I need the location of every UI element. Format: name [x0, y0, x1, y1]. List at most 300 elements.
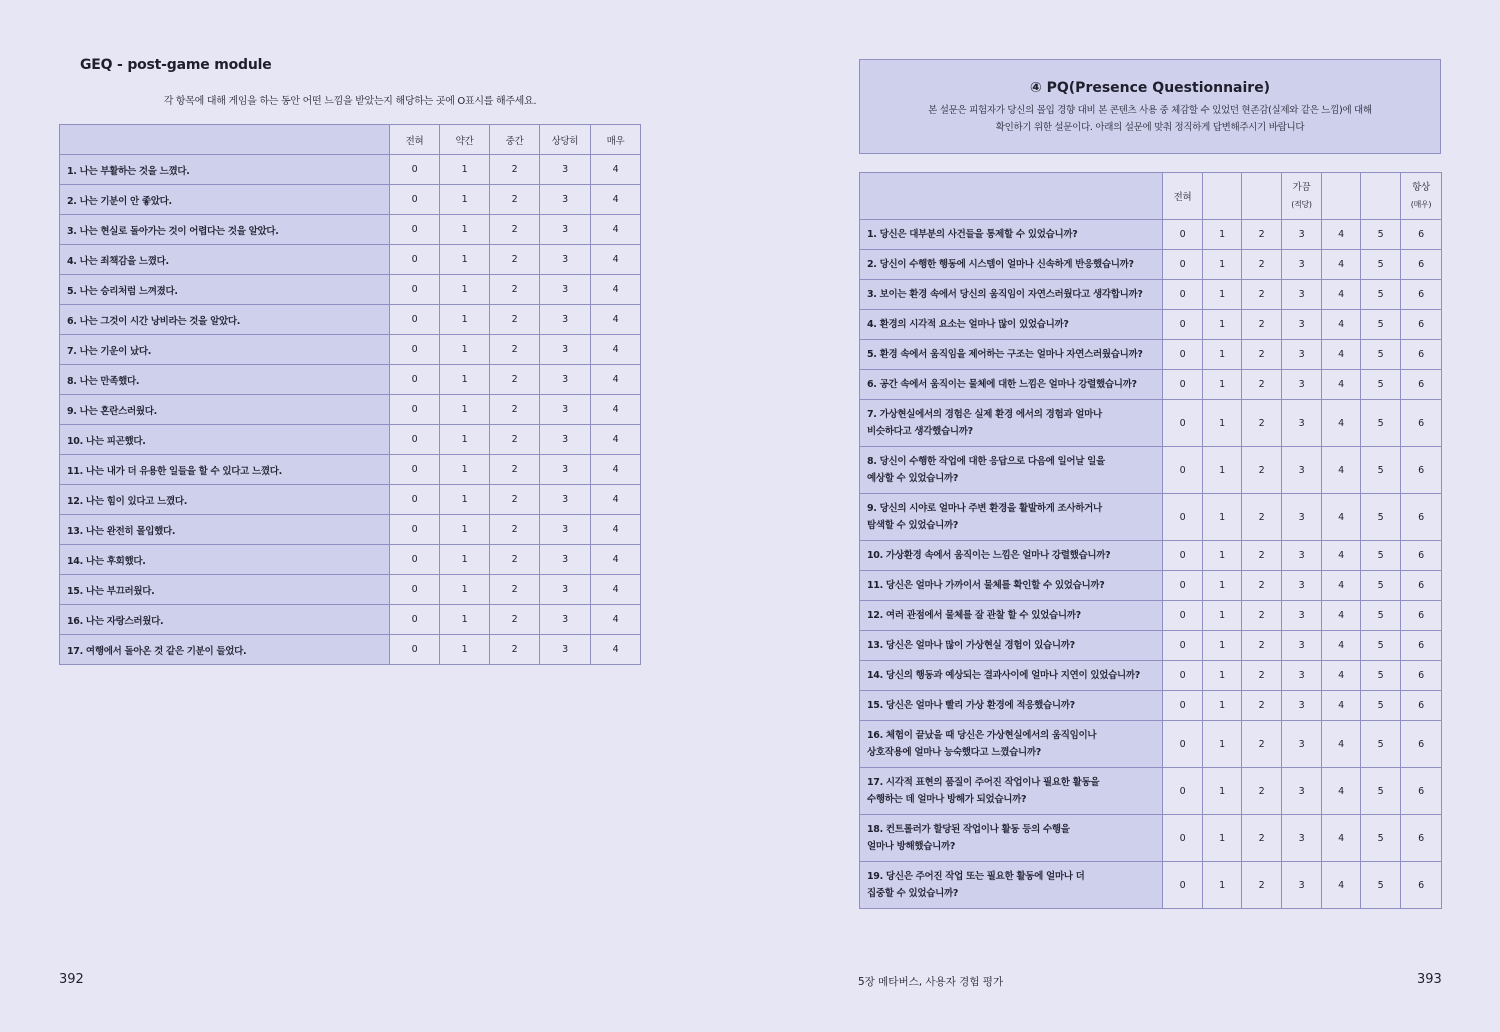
- geq-question: 14. 나는 후회했다.: [60, 545, 390, 575]
- pq-answer-option[interactable]: 1: [1203, 310, 1242, 340]
- geq-instruction: 각 항목에 대해 게임을 하는 동안 어떤 느낌을 받았는지 해당하는 곳에 O표시를 해주세요.: [163, 96, 537, 107]
- geq-answer-option[interactable]: 2: [490, 485, 540, 515]
- geq-answer-option[interactable]: 2: [490, 335, 540, 365]
- pq-answer-option[interactable]: 3: [1282, 721, 1322, 768]
- pq-answer-option[interactable]: 6: [1401, 815, 1442, 862]
- table-row: [60, 335, 641, 365]
- pq-answer-option[interactable]: 0: [1163, 768, 1203, 815]
- pq-answer-option[interactable]: 3: [1282, 370, 1322, 400]
- pq-answer-option[interactable]: 2: [1242, 400, 1282, 447]
- pq-answer-option[interactable]: 6: [1401, 340, 1442, 370]
- pq-answer-option[interactable]: 6: [1401, 541, 1442, 571]
- geq-answer-option[interactable]: 2: [490, 185, 540, 215]
- pq-answer-option[interactable]: 0: [1163, 280, 1203, 310]
- pq-answer-option[interactable]: 4: [1322, 400, 1361, 447]
- geq-answer-option[interactable]: 0: [390, 185, 440, 215]
- pq-question-line: 수행하는 데 얼마나 방해가 되었습니까?: [867, 794, 1027, 805]
- geq-body: [60, 155, 641, 665]
- geq-table: [59, 124, 641, 665]
- geq-answer-option[interactable]: 0: [390, 215, 440, 245]
- pq-answer-option[interactable]: 2: [1242, 862, 1282, 909]
- geq-answer-option[interactable]: 0: [390, 155, 440, 185]
- pq-answer-option[interactable]: 6: [1401, 250, 1442, 280]
- pq-question-line: 15. 당신은 얼마나 빨리 가상 환경에 적응했습니까?: [867, 700, 1075, 711]
- geq-answer-option[interactable]: 2: [490, 275, 540, 305]
- pq-answer-option[interactable]: 2: [1242, 370, 1282, 400]
- pq-answer-option[interactable]: 4: [1322, 494, 1361, 541]
- pq-answer-option[interactable]: 2: [1242, 601, 1282, 631]
- pq-answer-option[interactable]: 4: [1322, 601, 1361, 631]
- pq-col-header: [1282, 173, 1322, 220]
- table-row: [60, 485, 641, 515]
- pq-answer-option[interactable]: 1: [1203, 691, 1242, 721]
- geq-answer-option[interactable]: 4: [591, 545, 641, 575]
- pq-answer-option[interactable]: 6: [1401, 721, 1442, 768]
- pq-answer-option[interactable]: 0: [1163, 340, 1203, 370]
- geq-answer-option[interactable]: 2: [490, 515, 540, 545]
- geq-answer-option[interactable]: 2: [490, 635, 540, 665]
- pq-col-header: 전혀: [1163, 173, 1203, 220]
- pq-answer-option[interactable]: 3: [1282, 400, 1322, 447]
- geq-answer-option[interactable]: 4: [591, 635, 641, 665]
- geq-question: 3. 나는 현실로 돌아가는 것이 어렵다는 것을 알았다.: [60, 215, 390, 245]
- geq-answer-option[interactable]: 4: [591, 425, 641, 455]
- pq-answer-option[interactable]: 3: [1282, 601, 1322, 631]
- pq-answer-option[interactable]: 1: [1203, 768, 1242, 815]
- pq-question-line: 19. 당신은 주어진 작업 또는 필요한 활동에 얼마나 더: [867, 871, 1085, 882]
- geq-answer-option[interactable]: 0: [390, 485, 440, 515]
- pq-answer-option[interactable]: 6: [1401, 447, 1442, 494]
- geq-answer-option[interactable]: 4: [591, 245, 641, 275]
- pq-question-line: 탐색할 수 있었습니까?: [867, 520, 959, 531]
- geq-answer-option[interactable]: 4: [591, 455, 641, 485]
- table-row: [60, 395, 641, 425]
- geq-answer-option[interactable]: 4: [591, 605, 641, 635]
- geq-answer-option[interactable]: 3: [540, 455, 591, 485]
- geq-answer-option[interactable]: 4: [591, 155, 641, 185]
- pq-answer-option[interactable]: 1: [1203, 571, 1242, 601]
- pq-answer-option[interactable]: 6: [1401, 400, 1442, 447]
- geq-answer-option[interactable]: 1: [440, 155, 490, 185]
- geq-question: 9. 나는 혼란스러웠다.: [60, 395, 390, 425]
- geq-answer-option[interactable]: 0: [390, 365, 440, 395]
- pq-question: [860, 862, 1163, 909]
- geq-answer-option[interactable]: 3: [540, 545, 591, 575]
- pq-answer-option[interactable]: 3: [1282, 571, 1322, 601]
- pq-answer-option[interactable]: 6: [1401, 280, 1442, 310]
- table-row: [860, 370, 1442, 400]
- pq-answer-option[interactable]: 0: [1163, 631, 1203, 661]
- table-row: [860, 571, 1442, 601]
- pq-answer-option[interactable]: 6: [1401, 571, 1442, 601]
- pq-answer-option[interactable]: 4: [1322, 631, 1361, 661]
- pq-answer-option[interactable]: 3: [1282, 340, 1322, 370]
- pq-answer-option[interactable]: 6: [1401, 601, 1442, 631]
- geq-answer-option[interactable]: 1: [440, 455, 490, 485]
- page-number-left: 392: [59, 972, 84, 987]
- pq-answer-option[interactable]: 5: [1361, 541, 1401, 571]
- table-row: [60, 245, 641, 275]
- pq-answer-option[interactable]: 5: [1361, 494, 1401, 541]
- pq-answer-option[interactable]: 0: [1163, 220, 1203, 250]
- pq-answer-option[interactable]: 4: [1322, 661, 1361, 691]
- table-row: [860, 494, 1442, 541]
- geq-answer-option[interactable]: 3: [540, 485, 591, 515]
- pq-answer-option[interactable]: 5: [1361, 370, 1401, 400]
- pq-answer-option[interactable]: 2: [1242, 691, 1282, 721]
- pq-answer-option[interactable]: 6: [1401, 370, 1442, 400]
- pq-answer-option[interactable]: 6: [1401, 631, 1442, 661]
- table-row: [60, 635, 641, 665]
- pq-answer-option[interactable]: 4: [1322, 691, 1361, 721]
- pq-answer-option[interactable]: 3: [1282, 220, 1322, 250]
- geq-col-header: 전혀: [390, 125, 440, 155]
- pq-answer-option[interactable]: 1: [1203, 447, 1242, 494]
- pq-answer-option[interactable]: 5: [1361, 400, 1401, 447]
- geq-answer-option[interactable]: 4: [591, 395, 641, 425]
- geq-answer-option[interactable]: 3: [540, 605, 591, 635]
- pq-answer-option[interactable]: 4: [1322, 541, 1361, 571]
- pq-answer-option[interactable]: 6: [1401, 220, 1442, 250]
- geq-answer-option[interactable]: 4: [591, 365, 641, 395]
- pq-answer-option[interactable]: 1: [1203, 220, 1242, 250]
- pq-question: [860, 280, 1163, 310]
- geq-answer-option[interactable]: 2: [490, 215, 540, 245]
- geq-answer-option[interactable]: 0: [390, 545, 440, 575]
- pq-answer-option[interactable]: 6: [1401, 862, 1442, 909]
- pq-answer-option[interactable]: 3: [1282, 768, 1322, 815]
- table-row: [60, 185, 641, 215]
- pq-answer-option[interactable]: 6: [1401, 661, 1442, 691]
- geq-question: 16. 나는 자랑스러웠다.: [60, 605, 390, 635]
- pq-answer-option[interactable]: 5: [1361, 721, 1401, 768]
- pq-question-line: 6. 공간 속에서 움직이는 물체에 대한 느낌은 얼마나 강렬했습니까?: [867, 379, 1137, 390]
- geq-answer-option[interactable]: 4: [591, 305, 641, 335]
- pq-answer-option[interactable]: 1: [1203, 661, 1242, 691]
- pq-question-line: 14. 당신의 행동과 예상되는 결과사이에 얼마나 지연이 있었습니까?: [867, 670, 1140, 681]
- pq-answer-option[interactable]: 2: [1242, 768, 1282, 815]
- pq-answer-option[interactable]: 2: [1242, 310, 1282, 340]
- geq-answer-option[interactable]: 3: [540, 425, 591, 455]
- pq-desc-line: 확인하기 위한 설문이다. 아래의 설문에 맞춰 정직하게 답변해주시기 바랍니다: [995, 122, 1305, 133]
- geq-answer-option[interactable]: 0: [390, 305, 440, 335]
- table-row: [860, 601, 1442, 631]
- pq-answer-option[interactable]: 4: [1322, 447, 1361, 494]
- pq-answer-option[interactable]: 3: [1282, 661, 1322, 691]
- pq-question-line: 4. 환경의 시각적 요소는 얼마나 많이 있었습니까?: [867, 319, 1069, 330]
- pq-answer-option[interactable]: 5: [1361, 601, 1401, 631]
- pq-question: [860, 310, 1163, 340]
- pq-question-line: 7. 가상현실에서의 경험은 실제 환경 에서의 경험과 얼마나: [867, 409, 1102, 420]
- geq-answer-option[interactable]: 2: [490, 305, 540, 335]
- geq-question: 2. 나는 기분이 안 좋았다.: [60, 185, 390, 215]
- pq-answer-option[interactable]: 2: [1242, 250, 1282, 280]
- table-row: [60, 365, 641, 395]
- pq-header-blank: [860, 173, 1163, 220]
- geq-answer-option[interactable]: 0: [390, 275, 440, 305]
- pq-answer-option[interactable]: 1: [1203, 862, 1242, 909]
- pq-answer-option[interactable]: 5: [1361, 661, 1401, 691]
- geq-answer-option[interactable]: 3: [540, 155, 591, 185]
- pq-answer-option[interactable]: 5: [1361, 571, 1401, 601]
- geq-col-header: 약간: [440, 125, 490, 155]
- pq-answer-option[interactable]: 4: [1322, 815, 1361, 862]
- table-row: [860, 310, 1442, 340]
- geq-answer-option[interactable]: 2: [490, 395, 540, 425]
- geq-answer-option[interactable]: 2: [490, 575, 540, 605]
- pq-answer-option[interactable]: 3: [1282, 631, 1322, 661]
- geq-answer-option[interactable]: 3: [540, 215, 591, 245]
- pq-answer-option[interactable]: 1: [1203, 494, 1242, 541]
- pq-col-header-sub: (적당): [1291, 200, 1312, 209]
- pq-answer-option[interactable]: 0: [1163, 494, 1203, 541]
- pq-answer-option[interactable]: 0: [1163, 310, 1203, 340]
- geq-answer-option[interactable]: 3: [540, 305, 591, 335]
- geq-answer-option[interactable]: 1: [440, 395, 490, 425]
- pq-desc-line: 본 설문은 피험자가 당신의 몰입 경향 대비 본 콘텐츠 사용 중 체감할 수 있었던 현존감(실제와 같은 느낌)에 대해: [928, 105, 1372, 116]
- pq-answer-option[interactable]: 2: [1242, 661, 1282, 691]
- pq-question: [860, 661, 1163, 691]
- pq-question: [860, 721, 1163, 768]
- pq-answer-option[interactable]: 1: [1203, 280, 1242, 310]
- table-row: [860, 862, 1442, 909]
- geq-answer-option[interactable]: 4: [591, 185, 641, 215]
- pq-answer-option[interactable]: 4: [1322, 768, 1361, 815]
- pq-answer-option[interactable]: 5: [1361, 310, 1401, 340]
- geq-answer-option[interactable]: 3: [540, 335, 591, 365]
- geq-answer-option[interactable]: 1: [440, 215, 490, 245]
- pq-header-box: [859, 59, 1441, 154]
- pq-answer-option[interactable]: 1: [1203, 815, 1242, 862]
- pq-question-line: 5. 환경 속에서 움직임을 제어하는 구조는 얼마나 자연스러웠습니까?: [867, 349, 1143, 360]
- pq-answer-option[interactable]: 3: [1282, 280, 1322, 310]
- pq-answer-option[interactable]: 3: [1282, 691, 1322, 721]
- pq-answer-option[interactable]: 4: [1322, 721, 1361, 768]
- table-row: [60, 515, 641, 545]
- pq-question-line: 3. 보이는 환경 속에서 당신의 움직임이 자연스러웠다고 생각합니까?: [867, 289, 1143, 300]
- geq-answer-option[interactable]: 2: [490, 245, 540, 275]
- pq-answer-option[interactable]: 4: [1322, 862, 1361, 909]
- table-row: [860, 220, 1442, 250]
- table-row: [860, 661, 1442, 691]
- geq-answer-option[interactable]: 0: [390, 605, 440, 635]
- geq-answer-option[interactable]: 4: [591, 215, 641, 245]
- geq-question: 5. 나는 승리처럼 느껴졌다.: [60, 275, 390, 305]
- pq-answer-option[interactable]: 3: [1282, 862, 1322, 909]
- pq-answer-option[interactable]: 1: [1203, 250, 1242, 280]
- geq-answer-option[interactable]: 0: [390, 245, 440, 275]
- geq-answer-option[interactable]: 3: [540, 365, 591, 395]
- geq-answer-option[interactable]: 0: [390, 425, 440, 455]
- table-row: [60, 215, 641, 245]
- pq-answer-option[interactable]: 2: [1242, 721, 1282, 768]
- pq-answer-option[interactable]: 0: [1163, 541, 1203, 571]
- pq-answer-option[interactable]: 2: [1242, 541, 1282, 571]
- geq-answer-option[interactable]: 0: [390, 455, 440, 485]
- geq-answer-option[interactable]: 2: [490, 455, 540, 485]
- geq-answer-option[interactable]: 2: [490, 545, 540, 575]
- pq-answer-option[interactable]: 4: [1322, 250, 1361, 280]
- geq-answer-option[interactable]: 4: [591, 575, 641, 605]
- geq-answer-option[interactable]: 3: [540, 575, 591, 605]
- geq-answer-option[interactable]: 4: [591, 275, 641, 305]
- pq-answer-option[interactable]: 5: [1361, 815, 1401, 862]
- pq-answer-option[interactable]: 2: [1242, 571, 1282, 601]
- geq-answer-option[interactable]: 1: [440, 485, 490, 515]
- pq-answer-option[interactable]: 0: [1163, 250, 1203, 280]
- geq-answer-option[interactable]: 1: [440, 185, 490, 215]
- pq-answer-option[interactable]: 2: [1242, 340, 1282, 370]
- pq-col-header-empty: [1203, 173, 1242, 220]
- pq-answer-option[interactable]: 0: [1163, 721, 1203, 768]
- geq-answer-option[interactable]: 1: [440, 635, 490, 665]
- pq-question: [860, 571, 1163, 601]
- geq-answer-option[interactable]: 3: [540, 245, 591, 275]
- pq-answer-option[interactable]: 5: [1361, 631, 1401, 661]
- table-row: [60, 605, 641, 635]
- pq-answer-option[interactable]: 5: [1361, 280, 1401, 310]
- pq-answer-option[interactable]: 4: [1322, 280, 1361, 310]
- geq-question: 8. 나는 만족했다.: [60, 365, 390, 395]
- geq-title: GEQ - post-game module: [80, 57, 272, 73]
- table-row: [60, 275, 641, 305]
- pq-answer-option[interactable]: 5: [1361, 447, 1401, 494]
- pq-question-line: 상호작용에 얼마나 능숙했다고 느꼈습니까?: [867, 747, 1042, 758]
- pq-answer-option[interactable]: 4: [1322, 370, 1361, 400]
- pq-answer-option[interactable]: 0: [1163, 691, 1203, 721]
- geq-answer-option[interactable]: 1: [440, 545, 490, 575]
- pq-answer-option[interactable]: 2: [1242, 447, 1282, 494]
- geq-answer-option[interactable]: 2: [490, 605, 540, 635]
- pq-answer-option[interactable]: 5: [1361, 340, 1401, 370]
- geq-answer-option[interactable]: 1: [440, 425, 490, 455]
- pq-answer-option[interactable]: 4: [1322, 340, 1361, 370]
- geq-answer-option[interactable]: 4: [591, 515, 641, 545]
- geq-answer-option[interactable]: 1: [440, 245, 490, 275]
- geq-answer-option[interactable]: 3: [540, 185, 591, 215]
- geq-answer-option[interactable]: 1: [440, 515, 490, 545]
- pq-answer-option[interactable]: 1: [1203, 400, 1242, 447]
- pq-answer-option[interactable]: 0: [1163, 447, 1203, 494]
- pq-question-line: 18. 컨트롤러가 할당된 작업이나 활동 등의 수행을: [867, 824, 1070, 835]
- pq-body: [860, 220, 1442, 909]
- pq-answer-option[interactable]: 5: [1361, 691, 1401, 721]
- pq-question: [860, 400, 1163, 447]
- pq-answer-option[interactable]: 6: [1401, 310, 1442, 340]
- pq-answer-option[interactable]: 6: [1401, 691, 1442, 721]
- pq-answer-option[interactable]: 1: [1203, 601, 1242, 631]
- geq-answer-option[interactable]: 2: [490, 365, 540, 395]
- pq-question-line: 12. 여러 관점에서 물체를 잘 관찰 할 수 있었습니까?: [867, 610, 1081, 621]
- pq-question: [860, 631, 1163, 661]
- pq-answer-option[interactable]: 0: [1163, 370, 1203, 400]
- pq-answer-option[interactable]: 0: [1163, 661, 1203, 691]
- table-row: [60, 155, 641, 185]
- geq-answer-option[interactable]: 1: [440, 575, 490, 605]
- geq-answer-option[interactable]: 3: [540, 515, 591, 545]
- geq-answer-option[interactable]: 4: [591, 485, 641, 515]
- geq-question: 12. 나는 힘이 있다고 느꼈다.: [60, 485, 390, 515]
- pq-answer-option[interactable]: 3: [1282, 310, 1322, 340]
- pq-answer-option[interactable]: 2: [1242, 494, 1282, 541]
- geq-answer-option[interactable]: 0: [390, 635, 440, 665]
- pq-answer-option[interactable]: 1: [1203, 370, 1242, 400]
- geq-answer-option[interactable]: 1: [440, 335, 490, 365]
- geq-question: 15. 나는 부끄러웠다.: [60, 575, 390, 605]
- geq-question: 17. 여행에서 돌아온 것 같은 기분이 들었다.: [60, 635, 390, 665]
- geq-answer-option[interactable]: 2: [490, 155, 540, 185]
- geq-question: 11. 나는 내가 더 유용한 일들을 할 수 있다고 느꼈다.: [60, 455, 390, 485]
- pq-answer-option[interactable]: 4: [1322, 220, 1361, 250]
- pq-answer-option[interactable]: 6: [1401, 494, 1442, 541]
- pq-header-row: [860, 173, 1442, 220]
- pq-answer-option[interactable]: 3: [1282, 541, 1322, 571]
- pq-answer-option[interactable]: 5: [1361, 250, 1401, 280]
- pq-answer-option[interactable]: 4: [1322, 571, 1361, 601]
- pq-answer-option[interactable]: 1: [1203, 541, 1242, 571]
- pq-answer-option[interactable]: 0: [1163, 862, 1203, 909]
- geq-answer-option[interactable]: 3: [540, 275, 591, 305]
- pq-answer-option[interactable]: 1: [1203, 631, 1242, 661]
- pq-answer-option[interactable]: 0: [1163, 601, 1203, 631]
- pq-answer-option[interactable]: 3: [1282, 494, 1322, 541]
- pq-question: [860, 601, 1163, 631]
- pq-answer-option[interactable]: 5: [1361, 220, 1401, 250]
- geq-answer-option[interactable]: 2: [490, 425, 540, 455]
- pq-answer-option[interactable]: 0: [1163, 815, 1203, 862]
- table-row: [860, 400, 1442, 447]
- pq-answer-option[interactable]: 4: [1322, 310, 1361, 340]
- geq-answer-option[interactable]: 1: [440, 275, 490, 305]
- geq-col-header: 중간: [490, 125, 540, 155]
- pq-question-line: 집중할 수 있었습니까?: [867, 888, 959, 899]
- geq-answer-option[interactable]: 0: [390, 515, 440, 545]
- pq-answer-option[interactable]: 1: [1203, 721, 1242, 768]
- table-row: [860, 721, 1442, 768]
- geq-answer-option[interactable]: 3: [540, 635, 591, 665]
- geq-answer-option[interactable]: 4: [591, 335, 641, 365]
- geq-answer-option[interactable]: 0: [390, 575, 440, 605]
- geq-answer-option[interactable]: 0: [390, 335, 440, 365]
- pq-description: [860, 102, 1440, 136]
- geq-answer-option[interactable]: 1: [440, 305, 490, 335]
- pq-answer-option[interactable]: 2: [1242, 220, 1282, 250]
- pq-answer-option[interactable]: 0: [1163, 571, 1203, 601]
- table-row: [860, 340, 1442, 370]
- pq-answer-option[interactable]: 3: [1282, 447, 1322, 494]
- pq-answer-option[interactable]: 0: [1163, 400, 1203, 447]
- pq-answer-option[interactable]: 2: [1242, 280, 1282, 310]
- pq-answer-option[interactable]: 2: [1242, 631, 1282, 661]
- pq-answer-option[interactable]: 6: [1401, 768, 1442, 815]
- pq-question-line: 8. 당신이 수행한 작업에 대한 응답으로 다음에 일어날 일을: [867, 456, 1105, 467]
- table-row: [860, 280, 1442, 310]
- pq-answer-option[interactable]: 5: [1361, 862, 1401, 909]
- pq-question-line: 16. 체험이 끝났을 때 당신은 가상현실에서의 움직임이나: [867, 730, 1097, 741]
- pq-question-line: 예상할 수 있었습니까?: [867, 473, 959, 484]
- pq-question-line: 비슷하다고 생각했습니까?: [867, 426, 973, 437]
- pq-col-header-top: 가끔: [1292, 182, 1311, 193]
- pq-answer-option[interactable]: 3: [1282, 250, 1322, 280]
- geq-answer-option[interactable]: 1: [440, 365, 490, 395]
- geq-answer-option[interactable]: 0: [390, 395, 440, 425]
- geq-answer-option[interactable]: 1: [440, 605, 490, 635]
- pq-answer-option[interactable]: 2: [1242, 815, 1282, 862]
- geq-answer-option[interactable]: 3: [540, 395, 591, 425]
- pq-answer-option[interactable]: 5: [1361, 768, 1401, 815]
- pq-answer-option[interactable]: 1: [1203, 340, 1242, 370]
- pq-answer-option[interactable]: 3: [1282, 815, 1322, 862]
